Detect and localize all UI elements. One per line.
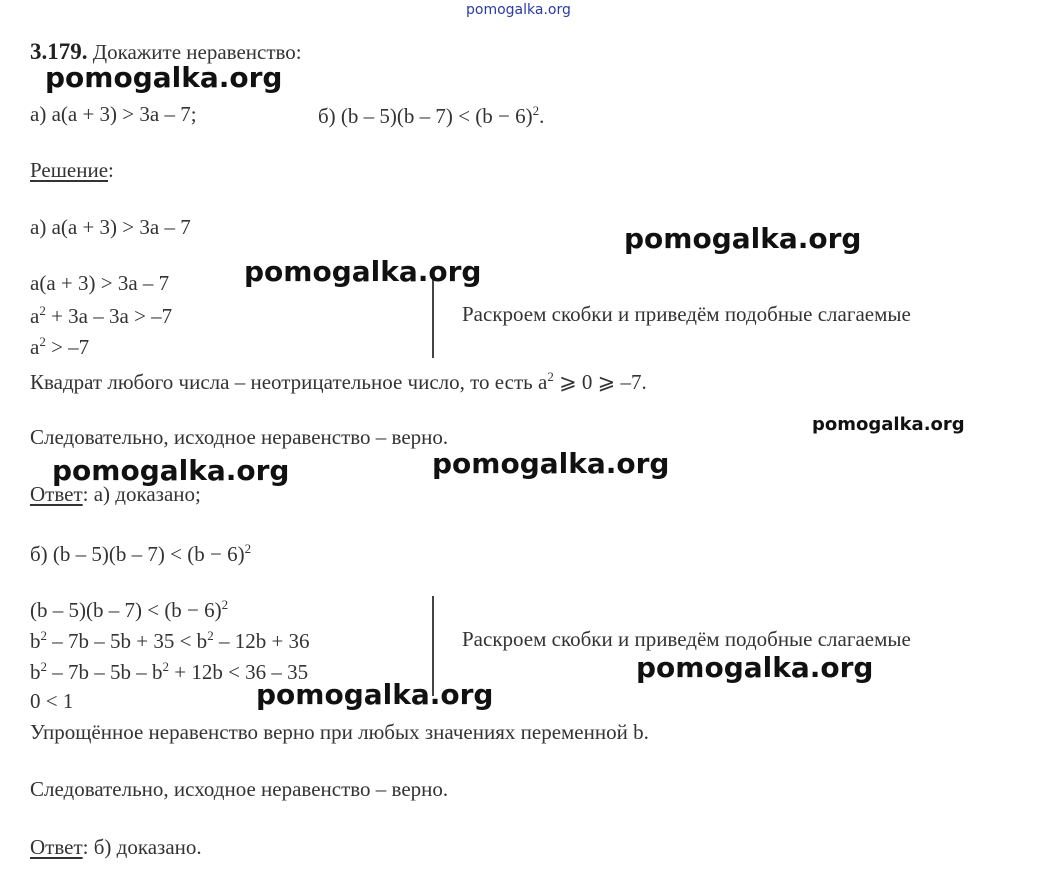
part-a-step2: $a^2 + 3a - 3a > -7$ xyxy=(30,303,173,328)
problem-part-b: б) $(b - 5)(b - 7) < (b - 6)^2$. xyxy=(318,103,545,128)
problem-number: 3.179. xyxy=(30,39,88,64)
part-b-conclusion: Следовательно, исходное неравенство – верно. xyxy=(30,777,449,801)
solution-heading: Решение: xyxy=(30,158,114,182)
watermark: pomogalka.org xyxy=(812,414,965,435)
watermark: pomogalka.org xyxy=(624,222,862,255)
watermark: pomogalka.org xyxy=(432,447,670,480)
watermark: pomogalka.org xyxy=(256,678,494,711)
part-b-answer: Ответ: б) доказано. xyxy=(30,835,202,859)
part-a-step1: a(a + 3) > 3a – 7 xyxy=(30,271,170,295)
problem-title: Докажите неравенство: xyxy=(92,40,302,64)
part-a-divider xyxy=(432,276,434,358)
watermark: pomogalka.org xyxy=(244,255,482,288)
problem-statement xyxy=(30,40,302,63)
part-a-answer: Ответ: а) доказано; xyxy=(30,482,201,506)
part-b-step3: $b^2 - 7b - 5b - b^2 + 12b < 36 - 35$ xyxy=(30,659,309,684)
part-a-note: Раскроем скобки и приведём подобные слагаемые xyxy=(462,302,911,326)
watermark-top-link: pomogalka.org xyxy=(466,2,571,18)
part-a-step3: $a^2 > -7$ xyxy=(30,334,90,359)
part-b-step1: $(b - 5)(b - 7) < (b - 6)^2$ xyxy=(30,597,229,622)
watermark: pomogalka.org xyxy=(52,454,290,487)
part-b-step4: 0 < 1 xyxy=(30,689,74,713)
part-a-conclusion: Следовательно, исходное неравенство – верно. xyxy=(30,425,449,449)
part-b-note: Раскроем скобки и приведём подобные слагаемые xyxy=(462,627,911,651)
part-b-step2: $b^2 - 7b - 5b + 35 < b^2 - 12b + 36$ xyxy=(30,628,310,653)
part-b-heading: б) $(b - 5)(b - 7) < (b - 6)^2$ xyxy=(30,541,252,566)
watermark: pomogalka.org xyxy=(45,61,283,94)
watermark: pomogalka.org xyxy=(636,651,874,684)
part-b-reason: Упрощённое неравенство верно при любых значениях переменной b. xyxy=(30,720,649,744)
part-a-reason: Квадрат любого числа – неотрицательное число, то есть $a^2$ ⩾ 0 ⩾ –7. xyxy=(30,369,647,394)
problem-part-a: а) a(a + 3) > 3a – 7; xyxy=(30,102,197,126)
part-a-heading: а) a(a + 3) > 3a – 7 xyxy=(30,215,191,239)
